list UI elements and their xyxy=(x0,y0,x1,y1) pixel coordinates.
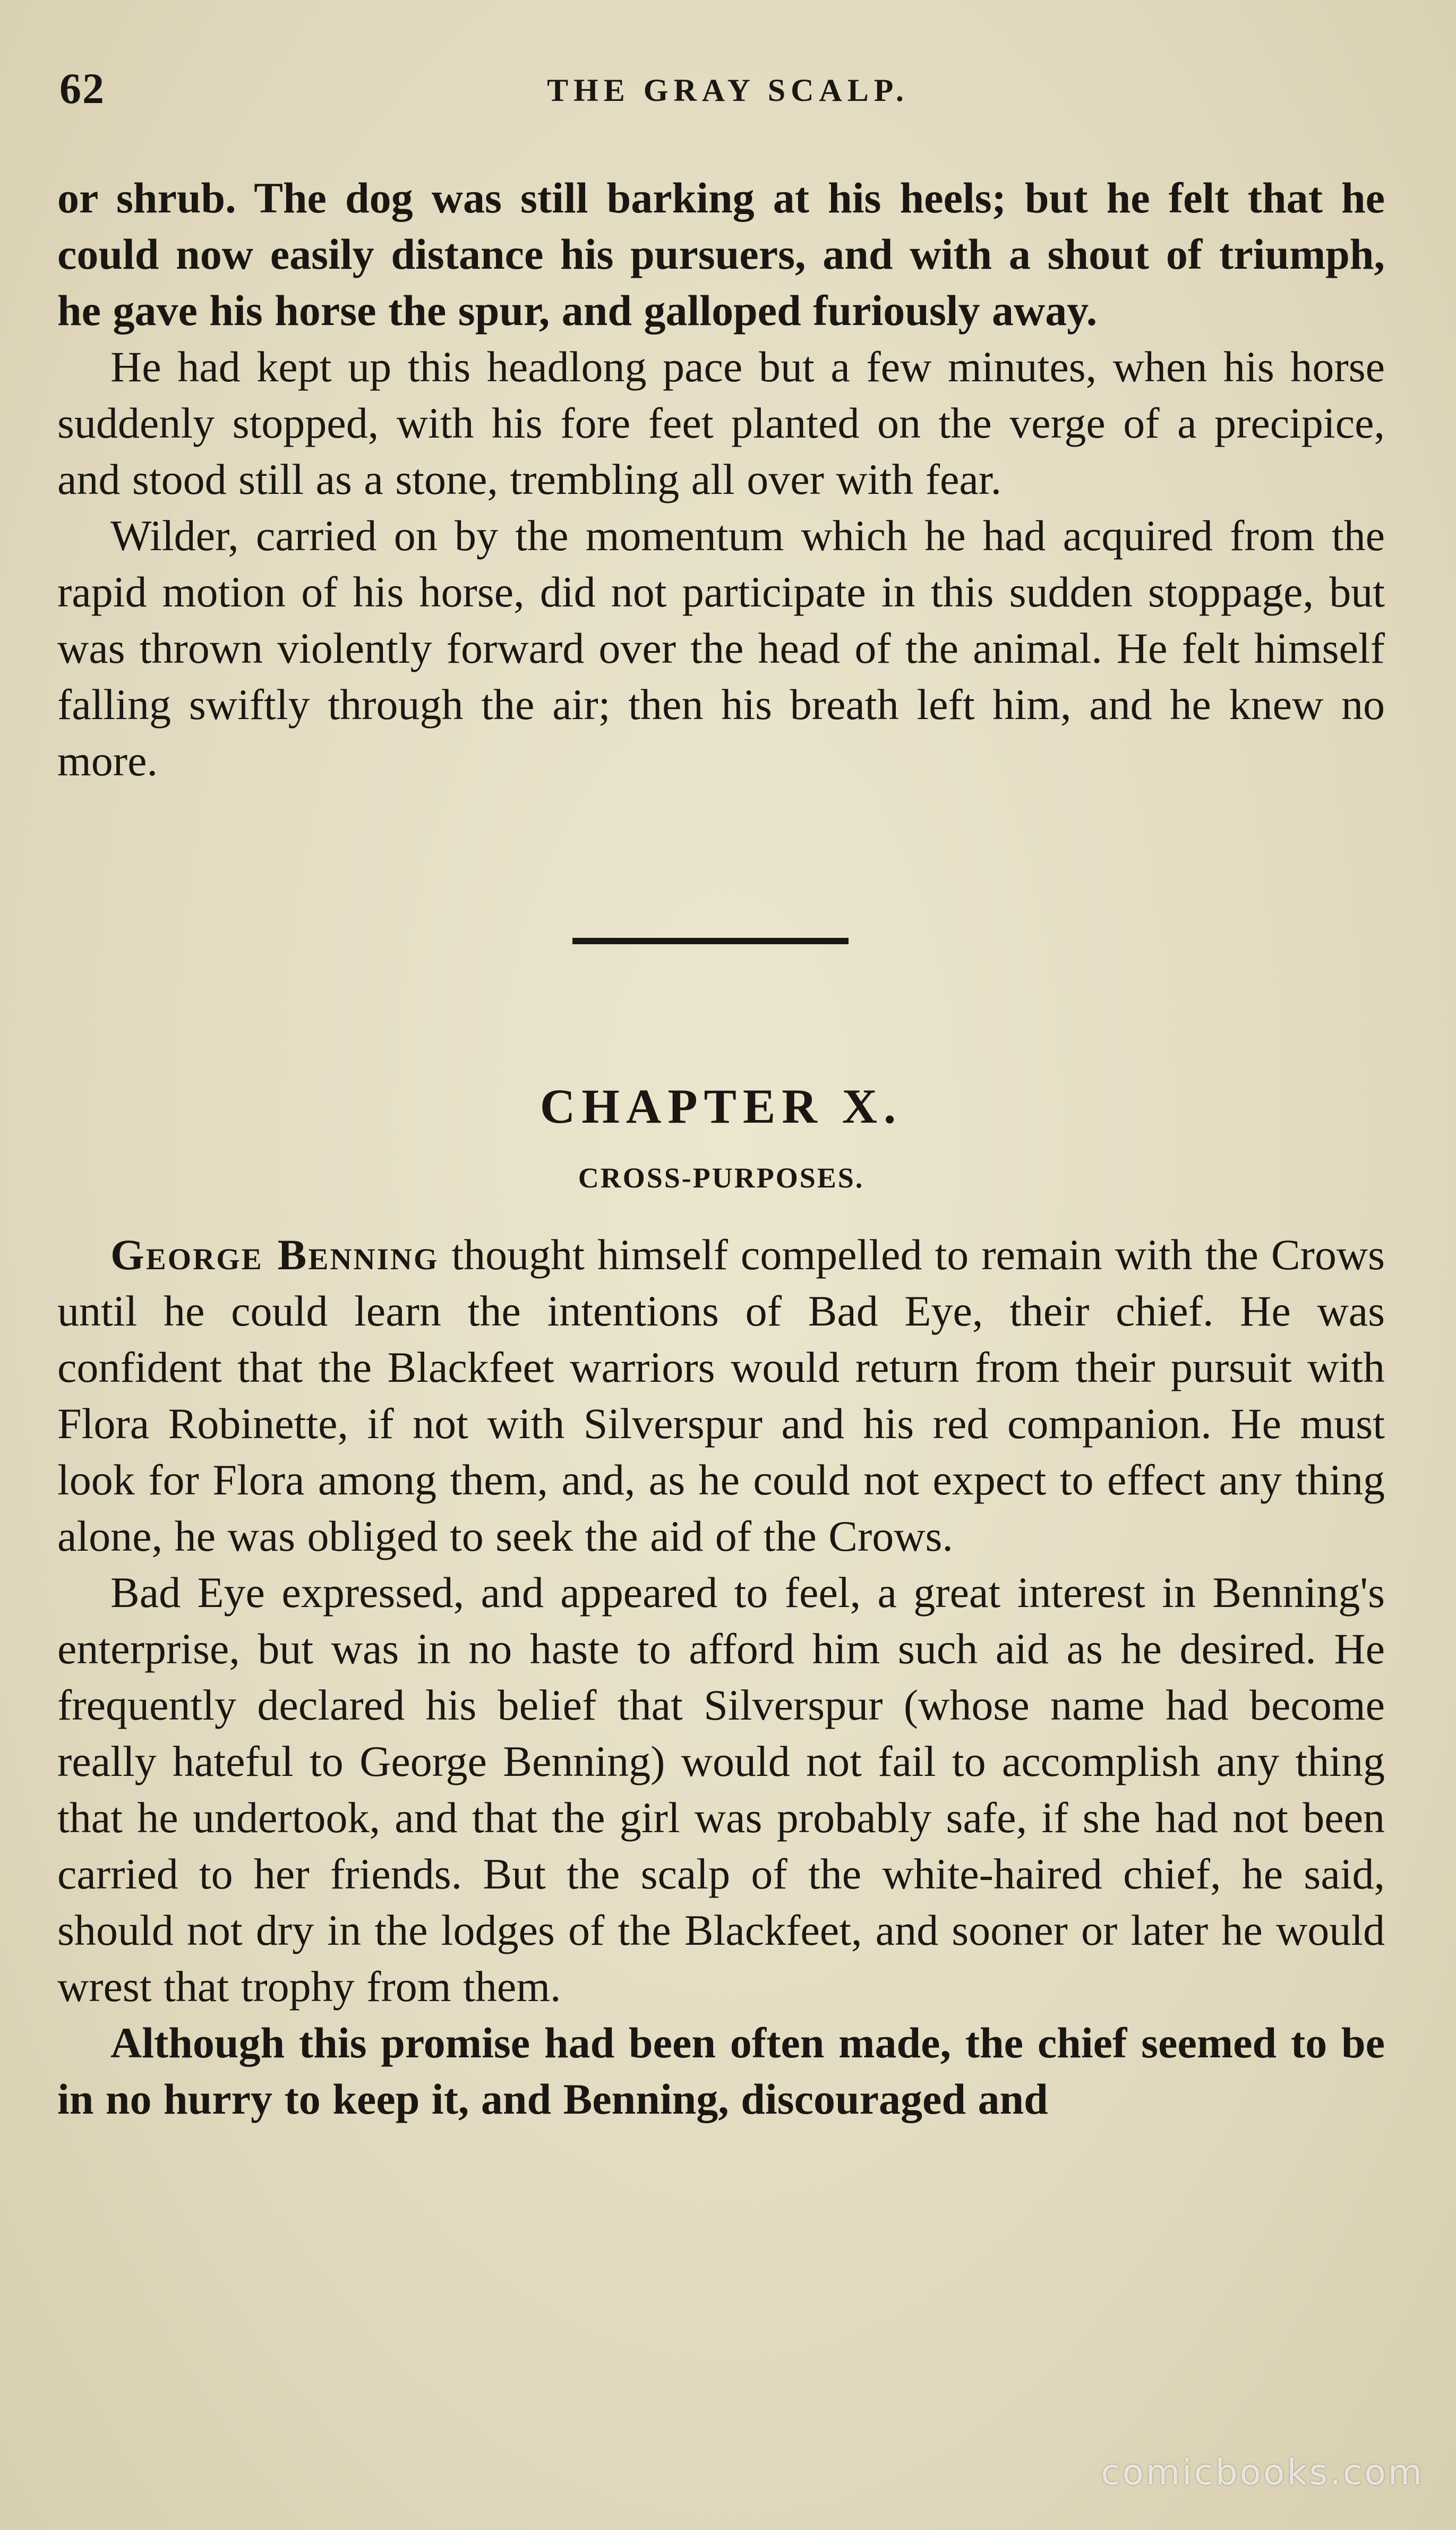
page-body xyxy=(57,170,1385,2127)
section-divider xyxy=(57,938,1385,954)
chapter-title: CHAPTER X. xyxy=(539,1079,903,1133)
paragraph-horse-stops: He had kept up this headlong pace but a few minutes, when his horse suddenly stopped, with his fore feet planted on the verge of a precipice, and stood still as a stone, trembling all over with fear. xyxy=(57,343,1385,503)
chapter-paragraph-2: Bad Eye expressed, and appeared to feel, a great interest in Benning's enterprise, but was in no haste to afford him such aid as he desired. He frequently declared his belief that Silverspur (whose name had become really hateful to George Benning) would not fail to accomplish any thing that he undertook, and that the girl was probably safe, if she had not been carried to her friends. But the scalp of the white-haired chief, he said, should not dry in the lodges of the Blackfeet, and sooner or later he would wrest that trophy from them. xyxy=(57,1568,1385,2011)
watermark: comicbooks.com xyxy=(1101,2452,1424,2493)
chapter-paragraph-1-text: thought himself compelled to remain with the Crows until he could learn the intentions of Bad Eye, their chief. He was confident that the Blackfeet warriors would return from their pursuit with Flora Robinette, if not with Silverspur and his red companion. He must look for Flora among them, and, as he could not expect to effect any thing alone, he was obliged to seek the aid of the Crows. xyxy=(57,1230,1385,1560)
divider-rule xyxy=(572,938,849,944)
page-header xyxy=(0,64,1456,122)
paragraph-wilder-falls: Wilder, carried on by the momentum which he had acquired from the rapid motion of his horse, did not participate in this sudden stoppage, but was thrown violently forward over the head of the animal. He felt himself falling swiftly through the air; then his breath left him, and he knew no more. xyxy=(57,511,1385,785)
chapter-paragraph-1 xyxy=(57,1227,1385,1565)
lead-name: George Benning xyxy=(110,1230,439,1279)
page-number: 62 xyxy=(59,64,105,113)
chapter-paragraph-3: Although this promise had been often made, the chief seemed to be in no hurry to keep it, and Benning, discouraged and xyxy=(57,2019,1385,2123)
chapter-subtitle: CROSS-PURPOSES. xyxy=(578,1162,864,1194)
chapter-body xyxy=(57,1227,1385,2127)
running-title: THE GRAY SCALP. xyxy=(547,73,909,108)
paragraph-continued: or shrub. The dog was still barking at his heels; but he felt that he could now easily distance his pursuers, and with a shout of triumph, he gave his horse the spur, and galloped furiously away. xyxy=(57,174,1385,335)
